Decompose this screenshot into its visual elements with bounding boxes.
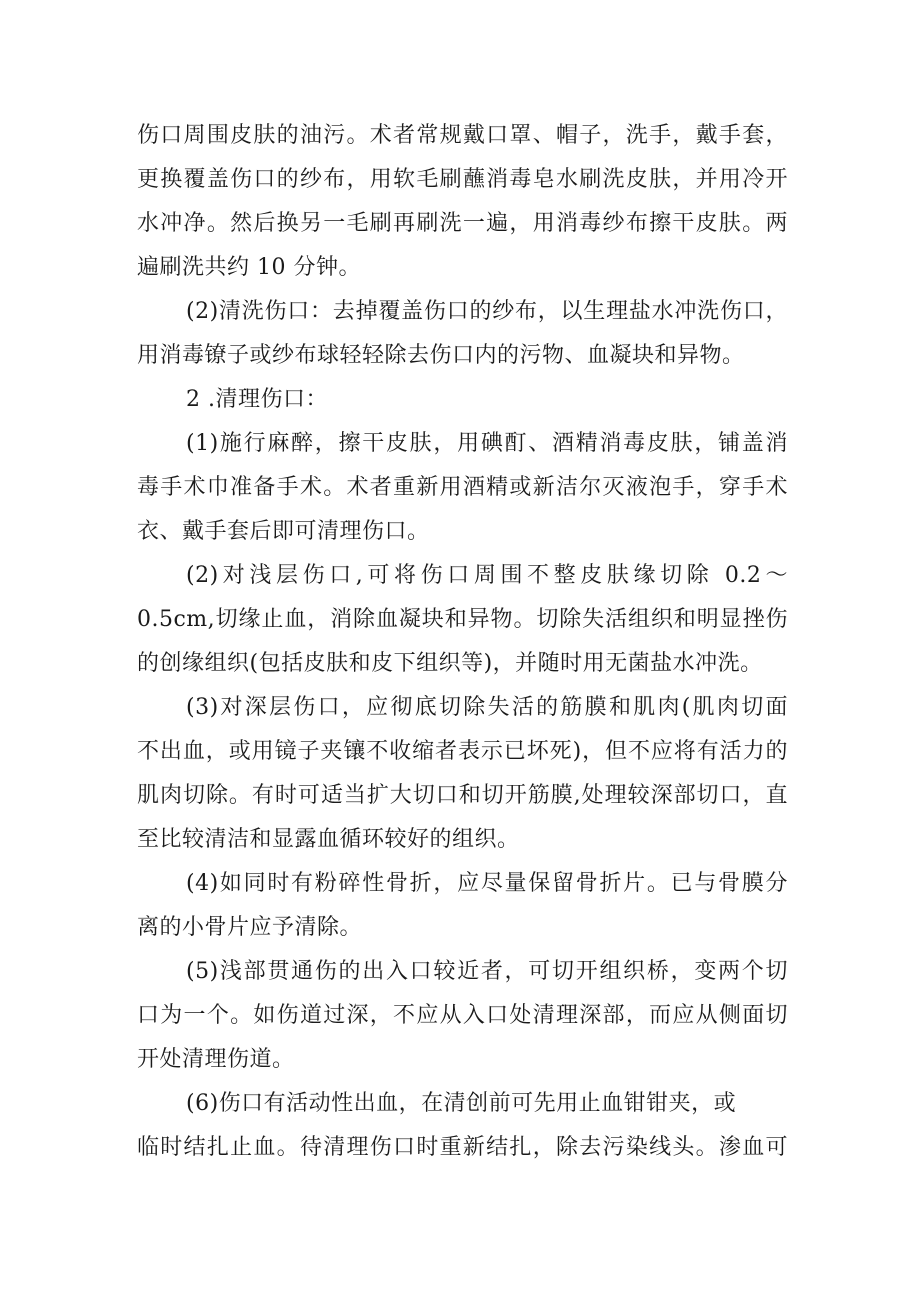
text-line: 遍刷洗共约 10 分钟。 <box>137 255 361 280</box>
text-line: 肌肉切除。有时可适当扩大切口和切开筋膜,处理较深部切口，直 <box>137 783 788 808</box>
text-line: (2)清洗伤口：去掉覆盖伤口的纱布，以生理盐水冲洗伤口， <box>186 299 788 324</box>
text-line: 离的小骨片应予清除。 <box>137 915 363 940</box>
text-line: 不出血，或用镜子夹镶不收缩者表示已坏死)，但不应将有活力的 <box>137 739 788 764</box>
text-line: (6)伤口有活动性出血，在清创前可先用止血钳钳夹，或 <box>186 1091 737 1116</box>
text-line: (3)对深层伤口，应彻底切除失活的筋膜和肌肉(肌肉切面 <box>186 695 788 720</box>
text-line: 0.5cm,切缘止血，消除血凝块和异物。切除失活组织和明显挫伤 <box>137 607 788 632</box>
text-line: (4)如同时有粉碎性骨折，应尽量保留骨折片。已与骨膜分 <box>186 871 788 896</box>
text-line: 水冲净。然后换另一毛刷再刷洗一遍，用消毒纱布擦干皮肤。两 <box>137 211 788 236</box>
text-line: 开处清理伤道。 <box>137 1047 295 1072</box>
text-line: 口为一个。如伤道过深，不应从入口处清理深部，而应从侧面切 <box>137 1003 788 1028</box>
text-line: 伤口周围皮肤的油污。术者常规戴口罩、帽子，洗手，戴手套， <box>137 123 788 148</box>
text-line: 临时结扎止血。待清理伤口时重新结扎，除去污染线头。渗血可 <box>137 1135 788 1160</box>
text-line: (1)施行麻醉，擦干皮肤，用碘酊、酒精消毒皮肤，铺盖消 <box>186 431 788 456</box>
text-line: 更换覆盖伤口的纱布，用软毛刷蘸消毒皂水刷洗皮肤，并用冷开 <box>137 167 788 192</box>
text-line: 至比较清洁和显露血循环较好的组织。 <box>137 827 520 852</box>
text-line: 毒手术巾准备手术。术者重新用酒精或新洁尔灭液泡手，穿手术 <box>137 475 788 500</box>
text-line: 衣、戴手套后即可清理伤口。 <box>137 519 430 544</box>
text-line: (5)浅部贯通伤的出入口较近者，可切开组织桥，变两个切 <box>186 959 788 984</box>
section-heading: 2 .清理伤口： <box>186 387 328 412</box>
text-line: 用消毒镣子或纱布球轻轻除去伤口内的污物、血凝块和异物。 <box>137 343 745 368</box>
text-line: (2)对浅层伤口,可将伤口周围不整皮肤缘切除 0.2～ <box>186 563 788 588</box>
body-text <box>137 114 788 1170</box>
text-line: 的创缘组织(包括皮肤和皮下组织等)，并随时用无菌盐水冲洗。 <box>137 651 763 676</box>
